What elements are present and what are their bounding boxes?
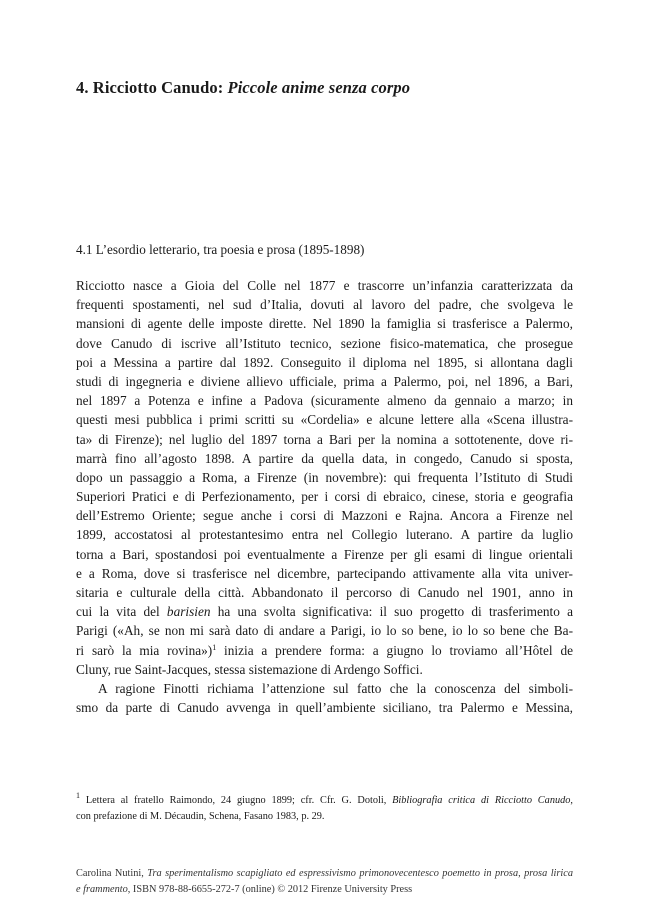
text-line: e a Roma, dove si trasferisce nel dicembre, partecipando attivamente alla vita univer- <box>76 565 573 581</box>
text-line: mansioni di agente delle imposte dirette. Nel 1890 la famiglia si trasferisce a Palermo, <box>76 316 573 332</box>
text-line <box>76 602 573 621</box>
isbn-copyright: , ISBN 978-88-6655-272-7 (online) © 2012 Firenze University Press <box>127 883 413 895</box>
chapter-number-name: 4. Ricciotto Canudo: <box>76 78 228 97</box>
body-text <box>76 276 573 717</box>
chapter-title <box>76 78 410 98</box>
text-line: nel 1897 a Potenza e infine a Padova (sicuramente almeno da gennaio a marzo; in <box>76 393 573 409</box>
footnote-line <box>76 793 573 809</box>
text-segment: cui la vita del <box>76 604 167 620</box>
text-line: dove Canudo di iscrive all’Istituto tecnico, sezione fisico-matematica, che prosegue <box>76 335 573 351</box>
footnote-book-title: Bibliografia critica di Ricciotto Canudo <box>392 795 571 806</box>
section-title: 4.1 L’esordio letterario, tra poesia e prosa (1895-1898) <box>76 242 365 257</box>
text-segment: ha una svolta significativa: il suo progetto di trasferimento a <box>210 604 573 620</box>
text-segment: inizia a prendere forma: a giugno lo troviamo all’Hôtel de <box>216 642 573 658</box>
text-line: Cluny, rue Saint-Jacques, stessa sistemazione di Ardengo Soffici. <box>76 661 423 677</box>
text-line <box>76 641 573 660</box>
text-line: smo da parte di Canudo avvenga in quell’ambiente siciliano, tra Palermo e Messina, <box>76 700 573 716</box>
text-line: frequenti spostamenti, nel sud d’Italia, dovuti al lavoro del padre, che svolgeva le <box>76 297 573 313</box>
publication-credit <box>76 866 573 897</box>
footnote-line: con prefazione di M. Décaudin, Schena, Fasano 1983, p. 29. <box>76 811 325 822</box>
text-line: 1899, accostatosi al protestantesimo entra nel Collegio luterano. A partire da luglio <box>76 527 573 543</box>
text-line: marrà fino all’agosto 1898. A partire da quella data, in congedo, Canudo si sposta, <box>76 450 573 466</box>
text-line: Parigi («Ah, se non mi sarà dato di andare a Parigi, io lo so bene, io lo so bene che Ba- <box>76 623 573 639</box>
text-line: sitaria e culturale della città. Abbandonato il percorso di Canudo nel 1901, anno in <box>76 585 573 600</box>
author-name: Carolina Nutini, <box>76 868 148 879</box>
footnote-number: 1 <box>76 791 80 800</box>
text-segment: Lettera al fratello Raimondo, 24 giugno 1899; cfr. Cfr. G. Dotoli, <box>80 795 393 806</box>
text-line: dopo un passaggio a Roma, a Firenze (in novembre): qui frequenta l’Istituto di Studi <box>76 469 573 485</box>
text-segment: ri sarò la mia rovina») <box>76 642 213 658</box>
text-line: ta» di Firenze); nel luglio del 1897 torna a Bari per la nomina a sottotenente, dove ri- <box>76 431 573 447</box>
text-line: A ragione Finotti richiama l’attenzione sul fatto che la conoscenza del simboli- <box>98 680 573 696</box>
paragraph-1 <box>76 276 573 679</box>
italic-term-barisien: barisien <box>166 604 211 620</box>
book-title: Tra sperimentalismo scapigliato ed espressivismo primonovecentesco poemetto in prosa, prosa lirica <box>147 868 573 879</box>
text-line: studi di ingegneria e diviene allievo ufficiale, prima a Palermo, poi, nel 1896, a Bari, <box>76 373 573 389</box>
paragraph-2 <box>76 679 573 717</box>
credit-line <box>76 866 573 882</box>
chapter-subtitle: Piccole anime senza corpo <box>227 78 411 97</box>
text-line: poi a Messina a partire dal 1892. Conseguito il diploma nel 1895, si allontana dagli <box>76 354 573 370</box>
text-line: torna a Bari, spostandosi poi eventualmente a Firenze per gli esami di lingue orientali <box>76 546 573 562</box>
credit-line <box>76 882 573 898</box>
text-line: Ricciotto nasce a Gioia del Colle nel 1877 e trascorre un’infanzia caratterizzata da <box>76 278 573 293</box>
text-line: Superiori Pratici e di Perfezionamento, per i corsi di ebraico, cinese, storia e geografia <box>76 489 573 505</box>
footnote-reference: 1 <box>212 642 217 652</box>
book-title-end: e frammento <box>76 883 128 895</box>
footnote <box>76 793 573 825</box>
text-segment: , <box>570 795 573 806</box>
text-line: dell’Estremo Oriente; segue anche i corsi di Mazzoni e Rajna. Ancora a Firenze nel <box>76 508 573 524</box>
text-line: questi mesi pubblica i primi scritti su «Cordelia» e alcune lettere alla «Scena illustra- <box>76 412 573 428</box>
